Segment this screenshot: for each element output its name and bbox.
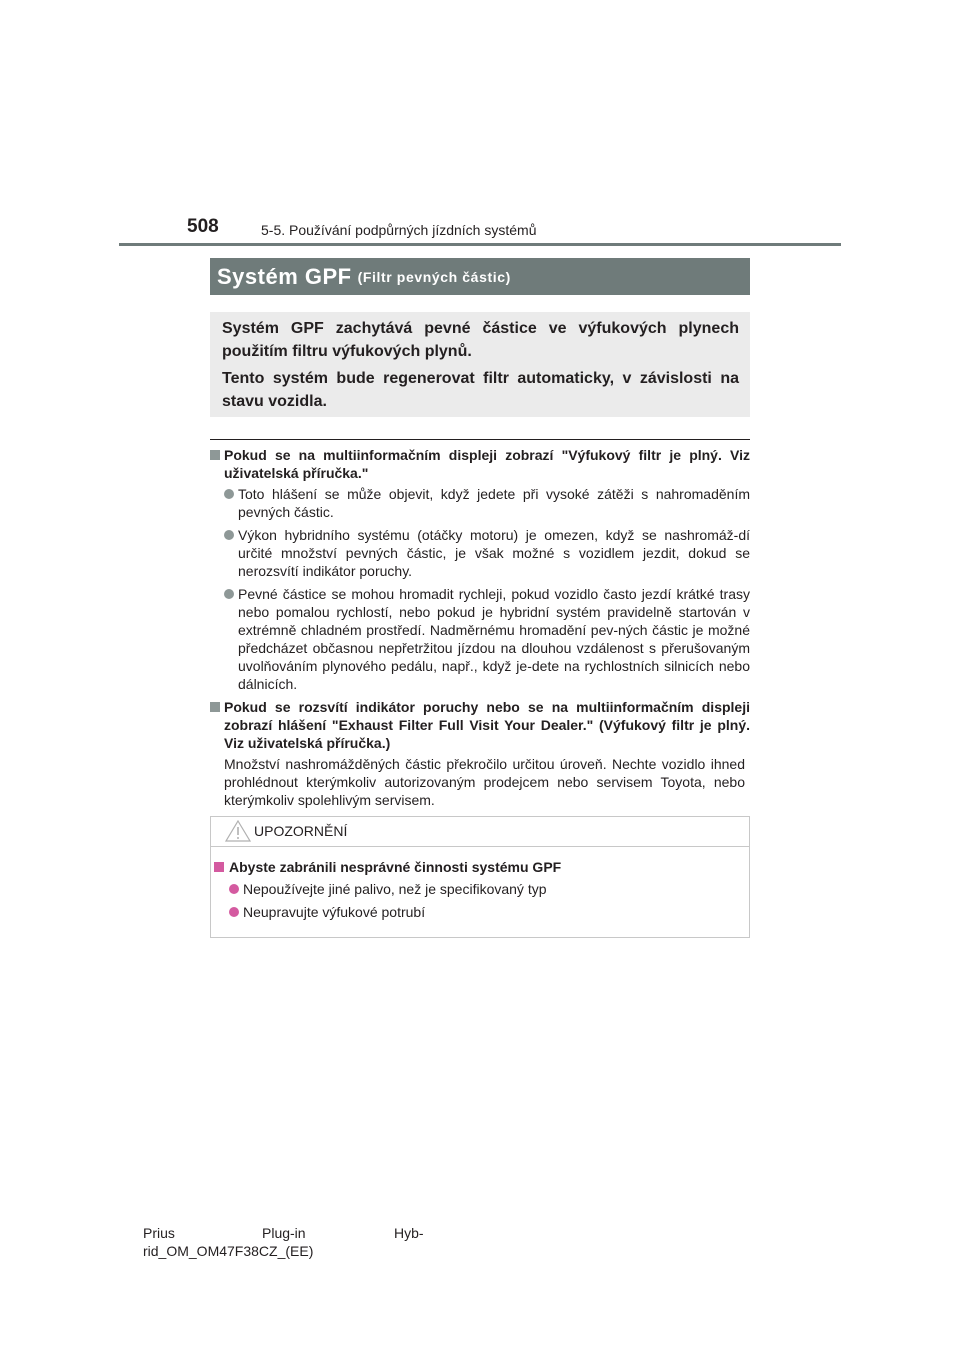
square-bullet-icon: [210, 450, 220, 460]
subsection-heading-text: Pokud se na multiinformačním displeji zobrazí "Výfukový filtr je plný. Viz uživatelská příručka.": [224, 447, 750, 481]
list-item: [210, 485, 750, 521]
square-bullet-icon: [210, 702, 220, 712]
warning-list-item-text: Nepoužívejte jiné palivo, než je specifikovaný typ: [243, 881, 547, 897]
circle-bullet-icon: [224, 589, 234, 599]
footer-variant: Plug-in: [262, 1225, 306, 1241]
section-label: 5-5. Používání podpůrných jízdních systémů: [261, 222, 537, 238]
circle-bullet-icon: [224, 530, 234, 540]
list-item-text: Toto hlášení se může objevit, když jedete při vysoké zátěži s nahromaděním pevných částic.: [238, 486, 750, 520]
intro-box: [210, 312, 750, 417]
page-footer: [143, 1224, 443, 1260]
list-item-text: Pevné částice se mohou hromadit rychleji, pokud vozidlo často jezdí krátké trasy nebo pomalou rychlostí, nebo pokud je hybridní systém pravidelně startován v extrémně chladném prostředí. Nadměrnému hromadění pev-ných částic je možné předcházet občasnou nepřetržitou jízdou na dlouhou vzdálenost s přerušovaným uvolňováním plynového pedálu, např., když je-dete na rychlostních silnicích nebo dálnicích.: [238, 586, 750, 692]
circle-bullet-icon: [229, 884, 239, 894]
footer-type: Hyb-: [394, 1225, 424, 1241]
warning-list-item: [214, 880, 749, 898]
circle-bullet-icon: [224, 489, 234, 499]
section-title: Systém GPF: [217, 263, 352, 289]
main-content: [210, 446, 750, 809]
list-item: [210, 585, 750, 693]
warning-list-item-text: Neupravujte výfukové potrubí: [243, 904, 426, 920]
list-item-text: Výkon hybridního systému (otáčky motoru) je omezen, když se nashromáž-dí určité množství pevných částic, je však možné s vozidlem jezdit, dokud se nerozsvítí indikátor poruchy.: [238, 527, 750, 579]
warning-list-item: [214, 903, 749, 921]
subsection-heading: [210, 698, 750, 752]
warning-heading: [214, 858, 749, 876]
warning-header: [211, 817, 749, 847]
header-rule: [119, 243, 841, 246]
square-bullet-icon: [214, 862, 224, 872]
circle-bullet-icon: [229, 907, 239, 917]
section-subtitle: (Filtr pevných částic): [357, 268, 511, 285]
intro-paragraph: Systém GPF zachytává pevné částice ve výfukových plynech použitím filtru výfukových plynů.: [222, 320, 739, 360]
footer-doc-code: rid_OM_OM47F38CZ_(EE): [143, 1243, 314, 1259]
intro-paragraph: Tento systém bude regenerovat filtr automaticky, v závislosti na stavu vozidla.: [222, 370, 739, 410]
list-item: [210, 526, 750, 580]
content-divider: [210, 439, 750, 440]
warning-body: [211, 847, 749, 921]
warning-label: UPOZORNĚNÍ: [254, 823, 348, 839]
footer-row: [143, 1224, 443, 1242]
warning-box: [210, 816, 750, 938]
section-title-bar: [210, 258, 750, 295]
footer-model: Prius: [143, 1225, 175, 1241]
subsection-heading-text: Pokud se rozsvítí indikátor poruchy nebo se na multiinformačním displeji zobrazí hlášení "Exhaust Filter Full Visit Your Dealer." (Výfukový filtr je plný. Viz uživatelská příručka.): [224, 699, 750, 751]
subsection-paragraph: Množství nashromážděných částic překročilo určitou úroveň. Nechte vozidlo ihned prohlédnout kterýmkoliv autorizovaným prodejcem nebo servisem Toyota, nebo kterýmkoliv spolehlivým servisem.: [224, 756, 745, 808]
page-number: 508: [187, 216, 219, 237]
subsection-heading: [210, 446, 750, 482]
warning-heading-text: Abyste zabránili nesprávné činnosti systému GPF: [229, 859, 562, 875]
warning-triangle-icon: [225, 820, 251, 842]
